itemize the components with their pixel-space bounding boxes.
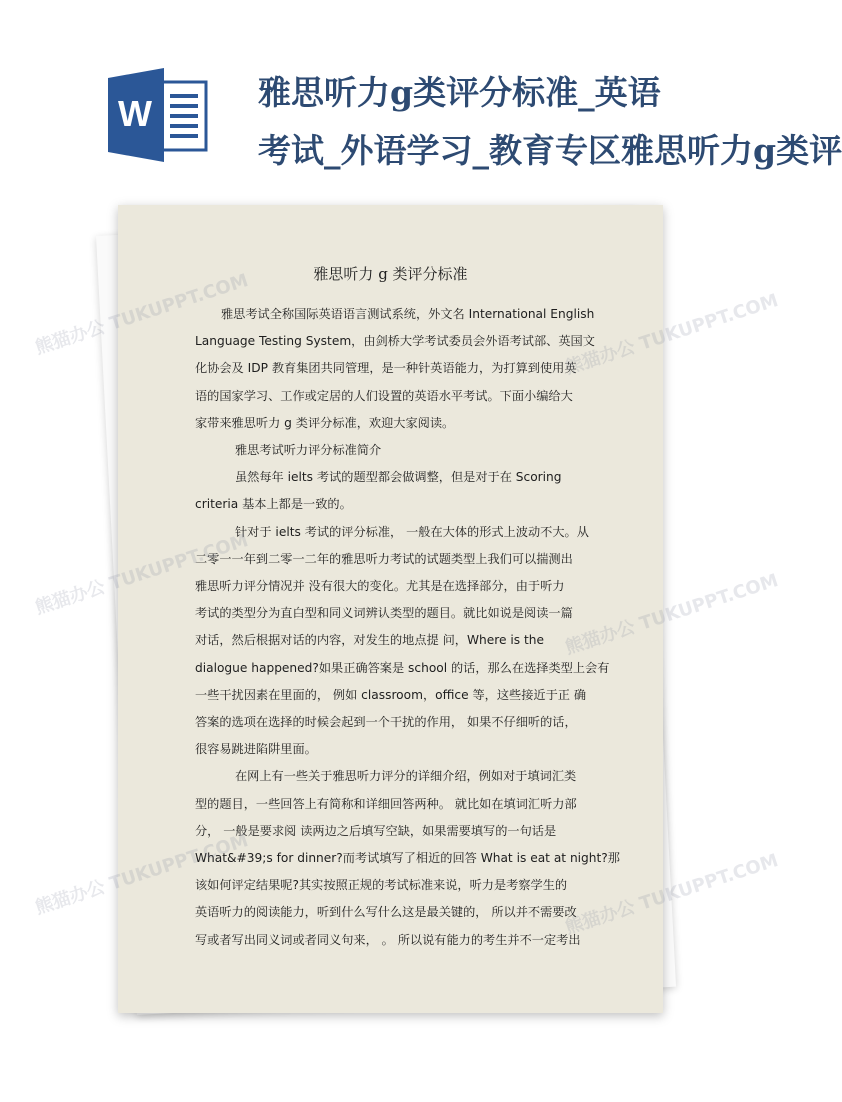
title-line-1: 雅思听力g类评分标准_英语 [258,73,661,112]
text-line: 分， 一般是要求阅 读两边之后填写空缺，如果需要填写的一句话是 [195,823,557,838]
page-title [258,64,842,180]
title-line-2: 考试_外语学习_教育专区雅思听力g类评 [258,131,842,170]
text-line: 雅思考试全称国际英语语言测试系统，外文名 International English [221,307,595,321]
text-line: 考试的类型分为直白型和同义词辨认类型的题目。就比如说是阅读一篇 [195,606,573,621]
text-line: 写或者写出同义词或者同义句来， 。 所以说有能力的考生并不一定考出 [195,932,581,947]
text-line: 二零一一年到二零一二年的雅思听力考试的试题类型上我们可以揣测出 [195,551,573,566]
text-line: 型的题目，一些回答上有简称和详细回答两种。 就比如在填词汇听力部 [195,796,577,811]
text-line: 英语听力的阅读能力，听到什么写什么这是最关键的， 所以并不需要改 [195,905,577,920]
text-line: dialogue happened?如果正确答案是 school 的话，那么在选择类型上会有 [195,660,610,675]
text-line: 虽然每年 ielts 考试的题型都会做调整，但是对于在 Scoring [235,470,562,485]
watermark: 熊猫办公 TUKUPPT.COM [562,570,781,659]
watermark: 熊猫办公 [32,876,108,919]
document-title: 雅思听力 g 类评分标准 [313,265,468,283]
text-line: 化协会及 IDP 教育集团共同管理，是一种针英语能力，为打算到使用英 [195,361,577,376]
text-line: 雅思考试听力评分标准简介 [235,443,382,458]
text-line: 语的国家学习、工作或定居的人们设置的英语水平考试。下面小编给大 [195,388,573,403]
watermark: 熊猫办公 [32,316,108,359]
text-line: 很容易跳进陷阱里面。 [195,742,317,757]
text-line: 该如何评定结果呢?其实按照正规的考试标准来说，听力是考察学生的 [195,878,568,893]
text-line: 对话，然后根据对话的内容，对发生的地点提 问，Where is the [195,633,544,648]
text-line: Language Testing System，由剑桥大学考试委员会外语考试部、英国文 [195,334,595,349]
word-logo-letter: W [118,93,152,134]
watermark: 熊猫办公 TUKUPPT.COM [562,850,781,939]
text-line: 针对于 ielts 考试的评分标准， 一般在大体的形式上波动不大。从 [235,524,589,539]
document-page [118,205,663,1013]
text-line: 答案的选项在选择的时候会起到一个干扰的作用， 如果不仔细听的话， [195,715,577,730]
watermark: 熊猫办公 [32,576,108,619]
text-line: 雅思听力评分情况并 没有很大的变化。尤其是在选择部分，由于听力 [195,579,565,594]
text-line: What&#39;s for dinner?而考试填写了相近的回答 What is eat at night?那 [195,851,620,866]
text-line: 一些干扰因素在里面的， 例如 classroom，office 等，这些接近于正 确 [195,687,587,702]
document-body [195,301,630,954]
word-document-icon [108,68,208,162]
text-line: criteria 基本上都是一致的。 [195,497,352,512]
watermark: 熊猫办公 TUKUPPT.COM [562,290,781,379]
text-line: 家带来雅思听力 g 类评分标准，欢迎大家阅读。 [195,415,455,430]
text-line: 在网上有一些关于雅思听力评分的详细介绍，例如对于填词汇类 [235,769,577,784]
